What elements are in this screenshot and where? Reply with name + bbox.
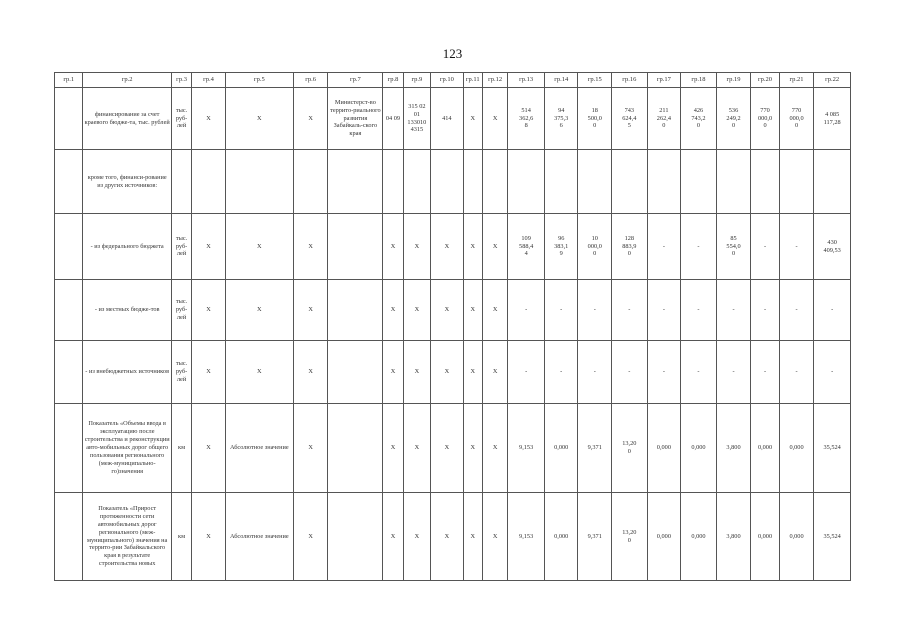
table-cell: -	[716, 341, 751, 404]
table-cell: X	[225, 341, 293, 404]
table-cell: 0,000	[779, 493, 814, 581]
table-cell	[508, 150, 545, 214]
column-header: гр.5	[225, 73, 293, 88]
table-cell	[293, 150, 328, 214]
table-cell: 770 000,0 0	[779, 88, 814, 150]
table-cell	[328, 150, 383, 214]
table-cell: X	[463, 214, 482, 280]
table-cell: 85 554,0 0	[716, 214, 751, 280]
table-cell: 35,524	[814, 404, 851, 493]
table-cell: 514 362,6 8	[508, 88, 545, 150]
table-cell: X	[192, 493, 226, 581]
table-cell: 211 262,4 0	[647, 88, 681, 150]
table-cell: Показатель «Объемы ввода в эксплуатацию после строительства и реконструкции авто-мобильных дорог общего пользования регионального (меж-муниципально-го)значения	[83, 404, 171, 493]
table-cell: кроме того, финанси-рование из других источников:	[83, 150, 171, 214]
table-cell	[431, 150, 464, 214]
table-cell: -	[612, 280, 648, 341]
column-header: гр.15	[578, 73, 612, 88]
table-cell	[383, 150, 403, 214]
table-cell: X	[225, 280, 293, 341]
table-cell: X	[431, 341, 464, 404]
table-cell: Абсолютное значение	[225, 404, 293, 493]
table-cell: X	[431, 404, 464, 493]
table-cell	[328, 214, 383, 280]
table-cell: 536 249,2 0	[716, 88, 751, 150]
table-cell: Абсолютное значение	[225, 493, 293, 581]
table-cell: -	[544, 280, 578, 341]
table-row	[55, 341, 851, 404]
table-cell: X	[225, 88, 293, 150]
column-header: гр.14	[544, 73, 578, 88]
column-header: гр.7	[328, 73, 383, 88]
table-cell: -	[647, 280, 681, 341]
table-cell: X	[293, 88, 328, 150]
table-cell: -	[508, 341, 545, 404]
table-cell: 18 500,0 0	[578, 88, 612, 150]
table-cell: -	[681, 280, 717, 341]
table-cell: X	[403, 280, 430, 341]
table-cell: -	[779, 280, 814, 341]
table-cell: 414	[431, 88, 464, 150]
table-cell: 04 09	[383, 88, 403, 150]
table-cell: X	[463, 493, 482, 581]
column-header: гр.11	[463, 73, 482, 88]
table-cell: 0,000	[544, 493, 578, 581]
table-cell: X	[463, 341, 482, 404]
table-cell	[55, 150, 83, 214]
table-cell: X	[293, 280, 328, 341]
table-cell: Показатель «Прирост протяженности сети автомобильных дорог регионального (меж-муниципального) значения на террито-рии Забайкальского края в результате строительства новых	[83, 493, 171, 581]
table-cell: X	[192, 404, 226, 493]
table-cell: X	[383, 404, 403, 493]
table-cell: X	[431, 493, 464, 581]
table-cell: X	[383, 493, 403, 581]
table-cell	[192, 150, 226, 214]
table-cell: 4 085 117,28	[814, 88, 851, 150]
table-cell	[647, 150, 681, 214]
table-cell: X	[192, 214, 226, 280]
table-cell: - из внебюджетных источников	[83, 341, 171, 404]
table-cell: -	[578, 280, 612, 341]
table-cell: -	[681, 341, 717, 404]
table-cell: -	[814, 341, 851, 404]
column-header: гр.17	[647, 73, 681, 88]
table-row	[55, 88, 851, 150]
table-cell: X	[293, 341, 328, 404]
table-row	[55, 280, 851, 341]
table-cell	[716, 150, 751, 214]
table-cell: 0,000	[751, 404, 779, 493]
table-cell: X	[482, 280, 507, 341]
table-cell: X	[192, 280, 226, 341]
table-cell: -	[716, 280, 751, 341]
table-cell: X	[482, 404, 507, 493]
table-cell: 9,371	[578, 404, 612, 493]
table-cell	[328, 404, 383, 493]
table-cell: 0,000	[681, 493, 717, 581]
table-cell: -	[612, 341, 648, 404]
table-cell: X	[192, 88, 226, 150]
table-cell	[463, 150, 482, 214]
table-cell: X	[383, 214, 403, 280]
data-table	[54, 72, 851, 581]
table-cell	[328, 493, 383, 581]
table-cell: X	[293, 493, 328, 581]
table-cell: 430 409,53	[814, 214, 851, 280]
table-cell: 9,153	[508, 493, 545, 581]
table-cell: 109 588,4 4	[508, 214, 545, 280]
table-cell: X	[403, 214, 430, 280]
table-cell: X	[463, 88, 482, 150]
table-cell	[55, 341, 83, 404]
table-cell: - из федерального бюджета	[83, 214, 171, 280]
column-header: гр.4	[192, 73, 226, 88]
table-cell	[482, 150, 507, 214]
table-cell	[171, 150, 191, 214]
table-cell: X	[192, 341, 226, 404]
table-cell: 3,800	[716, 404, 751, 493]
table-cell: -	[779, 341, 814, 404]
table-cell: X	[225, 214, 293, 280]
table-cell: 0,000	[647, 404, 681, 493]
table-cell: -	[544, 341, 578, 404]
table-cell: -	[751, 341, 779, 404]
column-header: гр.22	[814, 73, 851, 88]
table-cell: 35,524	[814, 493, 851, 581]
table-cell: тыс. руб-лей	[171, 214, 191, 280]
table-cell: X	[482, 88, 507, 150]
table-cell: 9,153	[508, 404, 545, 493]
table-cell: 315 02 01 133010 4315	[403, 88, 430, 150]
table-cell	[55, 88, 83, 150]
table-cell: X	[403, 493, 430, 581]
table-cell: 128 883,9 0	[612, 214, 648, 280]
table-cell: 9,371	[578, 493, 612, 581]
column-header: гр.16	[612, 73, 648, 88]
header-row	[55, 73, 851, 88]
table-cell: тыс. руб-лей	[171, 280, 191, 341]
table-cell: 0,000	[544, 404, 578, 493]
table-cell: 13,20 0	[612, 493, 648, 581]
column-header: гр.10	[431, 73, 464, 88]
column-header: гр.1	[55, 73, 83, 88]
table-row	[55, 493, 851, 581]
table-cell: X	[293, 404, 328, 493]
table-cell: X	[482, 341, 507, 404]
table-cell: -	[647, 341, 681, 404]
table-cell	[578, 150, 612, 214]
table-cell: X	[431, 214, 464, 280]
table-cell	[55, 214, 83, 280]
table-cell	[328, 280, 383, 341]
table-row	[55, 150, 851, 214]
column-header: гр.18	[681, 73, 717, 88]
column-header: гр.19	[716, 73, 751, 88]
table-cell	[328, 341, 383, 404]
page-number: 123	[442, 46, 463, 61]
table-cell	[814, 150, 851, 214]
table-cell: -	[751, 280, 779, 341]
table-cell: Министерст-во террито-риального развития Забайкаль-ского края	[328, 88, 383, 150]
table-cell: 426 743,2 0	[681, 88, 717, 150]
table-cell: 0,000	[751, 493, 779, 581]
column-header: гр.21	[779, 73, 814, 88]
table-cell: 743 624,4 5	[612, 88, 648, 150]
table-cell: -	[681, 214, 717, 280]
table-cell: км	[171, 493, 191, 581]
table-cell: X	[383, 280, 403, 341]
table-cell: X	[482, 214, 507, 280]
table-cell	[681, 150, 717, 214]
table-cell	[751, 150, 779, 214]
column-header: гр.9	[403, 73, 430, 88]
table-cell	[544, 150, 578, 214]
table-cell: 0,000	[779, 404, 814, 493]
table-cell: X	[482, 493, 507, 581]
table-cell: X	[403, 341, 430, 404]
table-cell: 10 000,0 0	[578, 214, 612, 280]
column-header: гр.12	[482, 73, 507, 88]
table-cell: X	[293, 214, 328, 280]
table-cell: -	[779, 214, 814, 280]
table-cell: X	[431, 280, 464, 341]
table-cell	[55, 493, 83, 581]
table-cell: -	[751, 214, 779, 280]
table-row	[55, 404, 851, 493]
table-cell: -	[647, 214, 681, 280]
table-cell	[779, 150, 814, 214]
table-cell: X	[403, 404, 430, 493]
table-cell	[225, 150, 293, 214]
table-cell: -	[814, 280, 851, 341]
table-cell: 770 000,0 0	[751, 88, 779, 150]
table-cell: км	[171, 404, 191, 493]
table-cell: финансирование за счет краевого бюдже-та, тыс. рублей	[83, 88, 171, 150]
table-cell	[612, 150, 648, 214]
column-header: гр.20	[751, 73, 779, 88]
table-cell: 13,20 0	[612, 404, 648, 493]
table-cell	[55, 404, 83, 493]
table-cell	[55, 280, 83, 341]
table-cell: 3,800	[716, 493, 751, 581]
table-cell: -	[578, 341, 612, 404]
table-cell: X	[463, 404, 482, 493]
table-row	[55, 214, 851, 280]
table-cell: 0,000	[647, 493, 681, 581]
table-cell: X	[463, 280, 482, 341]
table-cell: -	[508, 280, 545, 341]
table-cell: 94 375,3 6	[544, 88, 578, 150]
table-cell: тыс. руб-лей	[171, 341, 191, 404]
column-header: гр.3	[171, 73, 191, 88]
table-cell: X	[383, 341, 403, 404]
table-cell: 96 383,1 9	[544, 214, 578, 280]
column-header: гр.2	[83, 73, 171, 88]
table-cell: 0,000	[681, 404, 717, 493]
column-header: гр.8	[383, 73, 403, 88]
column-header: гр.6	[293, 73, 328, 88]
table-cell: - из местных бюдже-тов	[83, 280, 171, 341]
table-cell: тыс. руб-лей	[171, 88, 191, 150]
table-cell	[403, 150, 430, 214]
column-header: гр.13	[508, 73, 545, 88]
